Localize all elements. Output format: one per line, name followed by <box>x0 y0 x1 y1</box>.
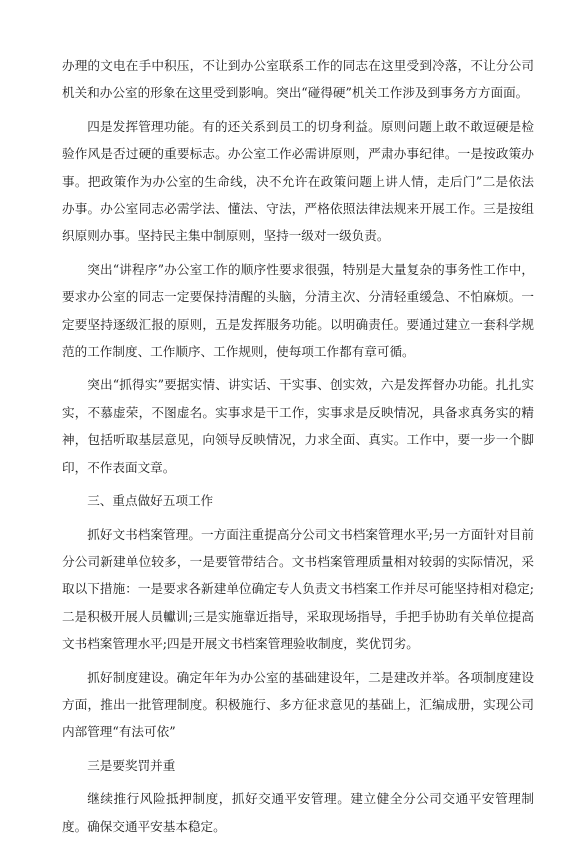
document-page <box>62 52 534 846</box>
section-heading-five-tasks: 三、重点做好五项工作 <box>87 493 214 509</box>
paragraph-traffic-safety: 继续推行风险抵押制度，抓好交通平安管理。建立健全分公司交通平安管理制度。确保交通平安基本稳定。 <box>62 791 534 834</box>
paragraph-archive-management: 抓好文书档案管理。一方面注重提高分公司文书档案管理水平;另一方面针对目前分公司新建单位较多，一是要管带结合。文书档案管理质量相对较弱的实际情况，采取以下措施：一是要求各新建单位确定专人负责文书档案工作并尽可能坚持相对稳定;二是积极开展人员䡾训;三是实施靠近指导，采取现场指导，手把手协助有关单位提高文书档案管理水平;四是开展文书档案管理验收制度，奖优罚劣。 <box>62 526 534 652</box>
paragraph-procedure: 突出“讲程序”办公室工作的顺序性要求很强，特别是大量复杂的事务性工作中，要求办公室的同志一定要保持清醒的头脑，分清主次、分清轻重缓急、不怕麻烦。一定要坚持逐级汇报的原则，五是发挥服务功能。以明确责任。要通过建立一套科学规范的工作制度、工作顺序、工作规则，使每项工作都有章可循。 <box>62 261 534 360</box>
paragraph-practical: 突出“抓得实”要据实情、讲实话、干实事、创实效，六是发挥督办功能。扎扎实实，不慕虚荣，不图虚名。实事求是干工作，实事求是反映情况，具备求真务实的精神，包括听取基层意见，向领导反映情况，力求全面、真实。工作中，要一步一个脚印，不作表面文章。 <box>62 377 534 475</box>
paragraph-continuation: 办理的文电在手中积压，不让到办公室联系工作的同志在这里受到冷落，不让分公司机关和办公室的形象在这里受到影响。突出“碰得硬”机关工作涉及到事务方方面面。 <box>62 58 534 101</box>
subheading-rewards-penalties: 三是要奖罚并重 <box>87 757 176 773</box>
paragraph-system-building: 抓好制度建设。确定年年为办公室的基础建设年，二是建改并举。各项制度建设方面，推出一批管理制度。积极施行、多方征求意见的基础上，汇编成册，实现公司内部管理“有法可依” <box>62 669 534 740</box>
paragraph-management-function: 四是发挥管理功能。有的还关系到员工的切身利益。原则问题上敢不敢逗硬是检验作风是否过硬的重要标志。办公室工作必需讲原则，严肃办事纪律。一是按政策办事。把政策作为办公室的生命线，决不允许在政策问题上讲人情，走后门”二是依法办事。办公室同志必需学法、懂法、守法，严格依照法律法规来开展工作。三是按组织原则办事。坚持民主集中制原则，坚持一级对一级负责。 <box>62 118 534 244</box>
